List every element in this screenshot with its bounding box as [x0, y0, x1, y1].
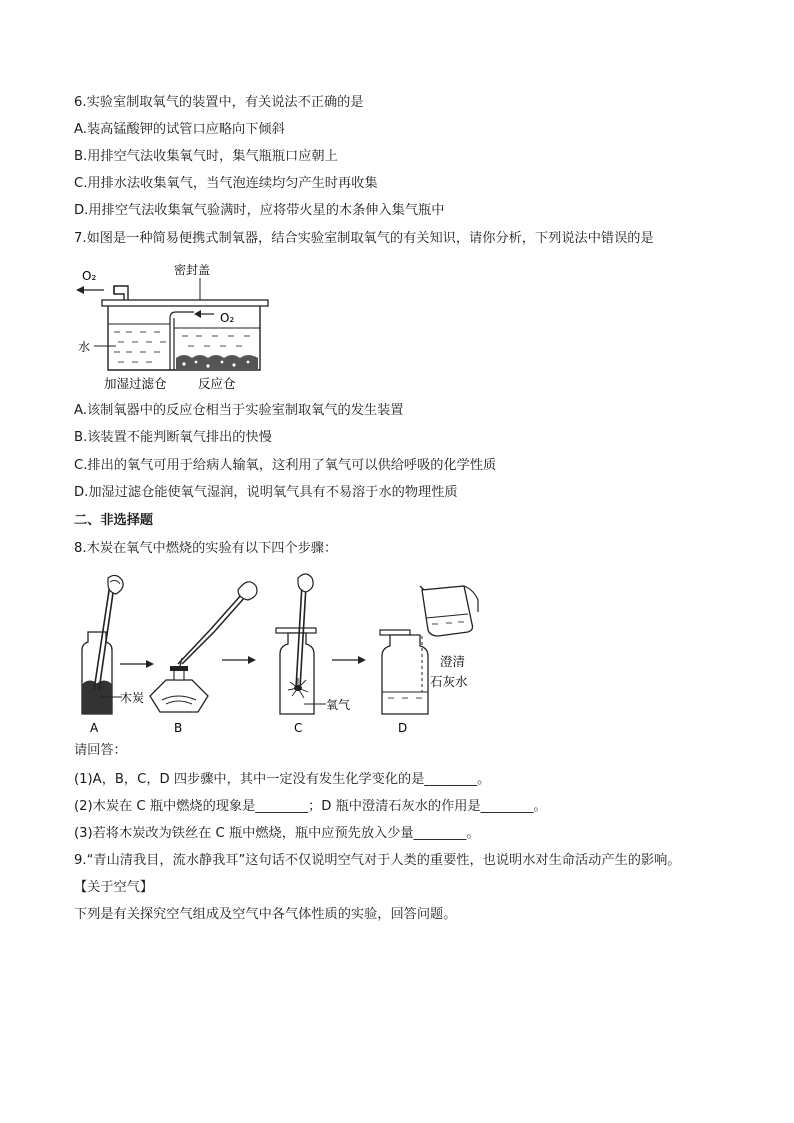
label-limewater-line1: 澄清	[440, 654, 466, 669]
q6-option-a: A.装高锰酸钾的试管口应略向下倾斜	[74, 122, 285, 137]
q8-question-3: (3)若将木炭改为铁丝在 C 瓶中燃烧，瓶中应预先放入少量________。	[74, 826, 480, 841]
q7-option-c: C.排出的氧气可用于给病人输氧，这利用了氧气可以供给呼吸的化学性质	[74, 458, 497, 473]
q6-option-c: C.用排水法收集氧气，当气泡连续均匀产生时再收集	[74, 176, 378, 191]
step-a	[82, 575, 144, 735]
q6-option-d: D.用排空气法收集氧气验满时，应将带火星的木条伸入集气瓶中	[74, 203, 445, 218]
label-seal-cover: 密封盖	[174, 263, 211, 277]
q8-prompt: 请回答：	[74, 743, 127, 758]
section-title: 二、非选择题	[74, 513, 154, 528]
q9-text: 下列是有关探究空气组成及空气中各气体性质的实验，回答问题。	[74, 907, 457, 922]
q7-stem: 7.如图是一种简易便携式制氧器，结合实验室制取氧气的有关知识，请你分析，下列说法中错误的是	[74, 231, 654, 246]
label-charcoal: 木炭	[120, 691, 145, 705]
label-reaction-chamber: 反应仓	[198, 376, 236, 391]
q9-stem: 9.“青山清我目，流水静我耳”这句话不仅说明空气对于人类的重要性，也说明水对生命活动产生的影响。	[74, 853, 681, 868]
q8-question-1: (1)A，B，C，D 四步骤中，其中一定没有发生化学变化的是________。	[74, 772, 491, 787]
label-humidify-chamber: 加湿过滤仓	[104, 376, 167, 391]
step-b	[150, 582, 257, 735]
q7-option-b: B.该装置不能判断氧气排出的快慢	[74, 430, 272, 445]
label-o2-out: O₂	[82, 269, 97, 283]
label-o2-in: O₂	[220, 311, 235, 325]
q7-option-d: D.加湿过滤仓能使氧气湿润，说明氧气具有不易溶于水的物理性质	[74, 485, 458, 500]
step-d	[380, 586, 478, 735]
q8-question-2: (2)木炭在 C 瓶中燃烧的现象是________；D 瓶中澄清石灰水的作用是________。	[74, 799, 547, 814]
q9-subheading: 【关于空气】	[74, 880, 154, 895]
label-step-d: D	[398, 721, 408, 735]
q6-stem: 6.实验室制取氧气的装置中，有关说法不正确的是	[74, 95, 364, 110]
q6-option-b: B.用排空气法收集氧气时，集气瓶瓶口应朝上	[74, 149, 338, 164]
q7-option-a: A.该制氧器中的反应仓相当于实验室制取氧气的发生装置	[74, 403, 404, 418]
oxygen-generator-diagram	[74, 258, 284, 394]
label-oxygen: 氧气	[326, 698, 351, 712]
charcoal-combustion-diagram	[70, 572, 490, 742]
q8-stem: 8.木炭在氧气中燃烧的实验有以下四个步骤：	[74, 541, 338, 556]
label-step-a: A	[90, 721, 99, 735]
label-water: 水	[78, 340, 91, 354]
label-step-c: C	[294, 721, 303, 735]
label-step-b: B	[174, 721, 183, 735]
label-limewater-line2: 石灰水	[430, 674, 468, 689]
step-c	[276, 574, 350, 735]
